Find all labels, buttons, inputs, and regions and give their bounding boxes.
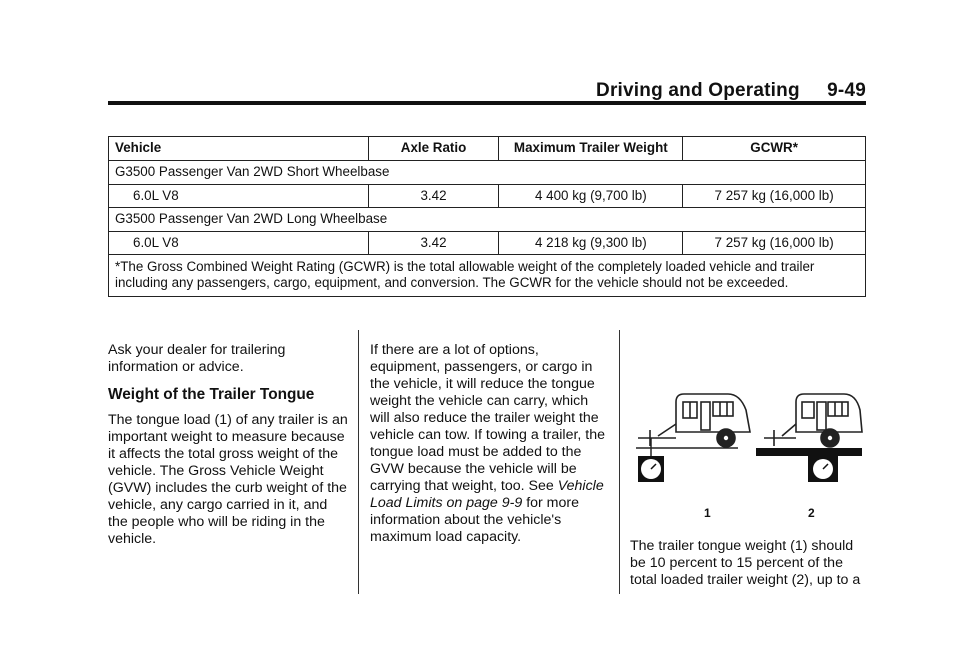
cell-axle-ratio: 3.42 bbox=[368, 232, 499, 255]
page-header-title: Driving and Operating 9-49 bbox=[596, 80, 866, 101]
column-header-max-trailer-weight: Maximum Trailer Weight bbox=[499, 137, 683, 161]
section-heading: Weight of the Trailer Tongue bbox=[108, 386, 315, 403]
trailer-2-graphic bbox=[764, 394, 862, 447]
text-column-3 bbox=[630, 538, 866, 589]
cell-max-trailer-weight: 4 218 kg (9,300 lb) bbox=[499, 232, 683, 255]
trailer-illustration bbox=[628, 380, 868, 520]
column-header-vehicle: Vehicle bbox=[109, 137, 369, 161]
cell-max-trailer-weight: 4 400 kg (9,700 lb) bbox=[499, 185, 683, 208]
figure-label-2: 2 bbox=[808, 506, 815, 520]
table-row bbox=[109, 232, 866, 255]
cell-engine: 6.0L V8 bbox=[109, 232, 369, 255]
tongue-weight-figure bbox=[628, 380, 868, 520]
table-footnote: *The Gross Combined Weight Rating (GCWR) is the total allowable weight of the completely loaded vehicle and trailer including any passengers, cargo, equipment, and conversion. The GCWR for the vehicle should not be exceeded. bbox=[109, 255, 866, 297]
table-row bbox=[109, 185, 866, 208]
trailer-1-graphic bbox=[636, 394, 750, 448]
intro-paragraph: Ask your dealer for trailering information or advice. bbox=[108, 342, 286, 375]
table-group-row bbox=[109, 208, 866, 232]
body-text: for more information about the vehicle's maximum load capacity. bbox=[370, 495, 580, 545]
column-header-axle-ratio: Axle Ratio bbox=[368, 137, 499, 161]
table-footnote-row bbox=[109, 255, 866, 297]
table-group-row bbox=[109, 161, 866, 185]
body-paragraph: The tongue load (1) of any trailer is an important weight to measure because it affects the total gross weight of the vehicle. The Gross Vehicle Weight (GVW) includes the curb weight of the vehicle, any cargo carried in it, and the people who will be riding in the vehicle. bbox=[108, 412, 348, 547]
body-paragraph bbox=[370, 342, 610, 546]
scale-1-graphic bbox=[638, 438, 664, 482]
group-name: G3500 Passenger Van 2WD Short Wheelbase bbox=[109, 161, 866, 185]
text-column-1 bbox=[108, 342, 348, 548]
table-header-row bbox=[109, 137, 866, 161]
header-rule bbox=[108, 101, 866, 105]
body-paragraph: The trailer tongue weight (1) should be 10 percent to 15 percent of the total loaded trailer weight (2), up to a bbox=[630, 538, 861, 588]
cross-reference-link[interactable]: Vehicle Load Limits on page 9‑9 bbox=[370, 478, 604, 511]
cell-engine: 6.0L V8 bbox=[109, 185, 369, 208]
trailer-weight-table bbox=[108, 136, 866, 297]
text-column-2 bbox=[370, 342, 610, 546]
figure-label-1: 1 bbox=[704, 506, 711, 520]
group-name: G3500 Passenger Van 2WD Long Wheelbase bbox=[109, 208, 866, 232]
cell-gcwr: 7 257 kg (16,000 lb) bbox=[683, 232, 866, 255]
scale-2-graphic bbox=[756, 448, 862, 482]
page-header bbox=[108, 80, 866, 102]
column-header-gcwr: GCWR* bbox=[683, 137, 866, 161]
cell-axle-ratio: 3.42 bbox=[368, 185, 499, 208]
cell-gcwr: 7 257 kg (16,000 lb) bbox=[683, 185, 866, 208]
body-text: If there are a lot of options, equipment, passengers, or cargo in the vehicle, it will reduce the tongue weight the vehicle can carry, which will also reduce the trailer weight the vehicle can tow. If towing a trailer, the tongue load must be added to the GVW because the vehicle will be carrying that weight, too. See bbox=[370, 342, 606, 494]
column-divider bbox=[619, 330, 620, 594]
column-divider bbox=[358, 330, 359, 594]
